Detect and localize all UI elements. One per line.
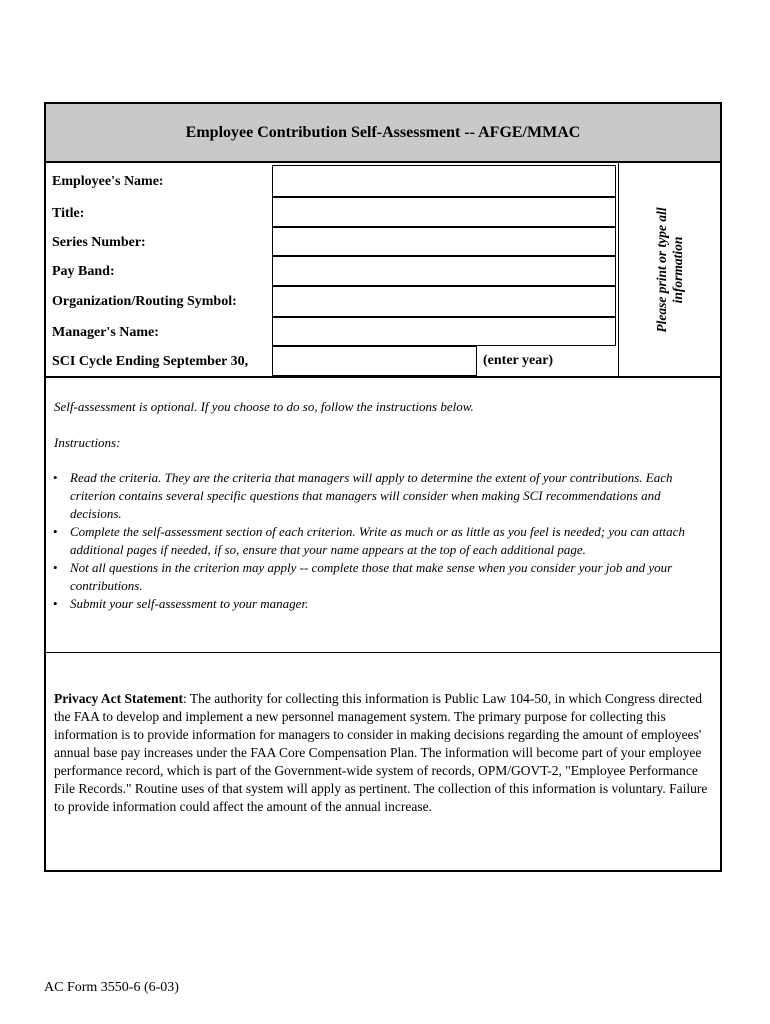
employee-name-field[interactable]: [272, 165, 616, 197]
enter-year-label: (enter year): [483, 353, 554, 368]
instructions-list: [52, 469, 692, 613]
series-number-field[interactable]: [272, 227, 616, 256]
list-item: • Not all questions in the criterion may apply -- complete those that make sense when you consider your job and your contributions.: [52, 559, 692, 595]
organization-field[interactable]: [272, 286, 616, 317]
privacy-text: : The authority for collecting this information is Public Law 104-50, in which Congress directed the FAA to develop and implement a new personnel management system. The primary purpose for collecting this information is to provide information for managers to consider in making decisions regarding the amount of employees' annual base pay increases under the FAA Core Compensation Plan. The information will become part of your employee performance record, which is part of the Government-wide system of records, OPM/GOVT-2, "Employee Performance File Records." Routine uses of that system will apply as pertinent. The collection of this information is voluntary. Failure to provide information could affect the amount of the annual increase.: [54, 691, 708, 814]
form-number: AC Form 3550-6 (6-03): [44, 980, 179, 995]
sci-year-field[interactable]: [272, 346, 477, 376]
instructions-intro: Self-assessment is optional. If you choose to do so, follow the instructions below.: [54, 399, 474, 414]
pay-band-field[interactable]: [272, 256, 616, 286]
instructions-heading: Instructions:: [54, 435, 121, 450]
title-field[interactable]: [272, 197, 616, 227]
list-item: • Submit your self-assessment to your manager.: [52, 595, 692, 613]
title-label: Title:: [52, 206, 85, 221]
manager-name-label: Manager's Name:: [52, 325, 159, 340]
manager-name-field[interactable]: [272, 317, 616, 346]
list-item: • Read the criteria. They are the criteria that managers will apply to determine the extent of your contributions. Each criterion contains several specific questions that managers will consider when making SCI recommendations and decisions.: [52, 469, 692, 523]
assessment-form: [44, 102, 722, 872]
privacy-heading: Privacy Act Statement: [54, 691, 183, 706]
employee-info-section: [46, 163, 720, 378]
series-number-label: Series Number:: [52, 235, 146, 250]
side-note: Please print or type all information: [654, 207, 685, 333]
side-note-panel: [618, 163, 720, 376]
employee-name-label: Employee's Name:: [52, 174, 164, 189]
pay-band-label: Pay Band:: [52, 264, 115, 279]
privacy-statement: [54, 690, 714, 816]
instructions-section: [46, 378, 720, 653]
form-title: Employee Contribution Self-Assessment -- AFGE/MMAC: [46, 104, 720, 163]
sci-cycle-label: SCI Cycle Ending September 30,: [52, 354, 249, 369]
list-item: • Complete the self-assessment section of each criterion. Write as much or as little as you feel is needed; you can attach additional pages if needed, if so, ensure that your name appears at the top of each additional page.: [52, 523, 692, 559]
organization-label: Organization/Routing Symbol:: [52, 294, 237, 309]
